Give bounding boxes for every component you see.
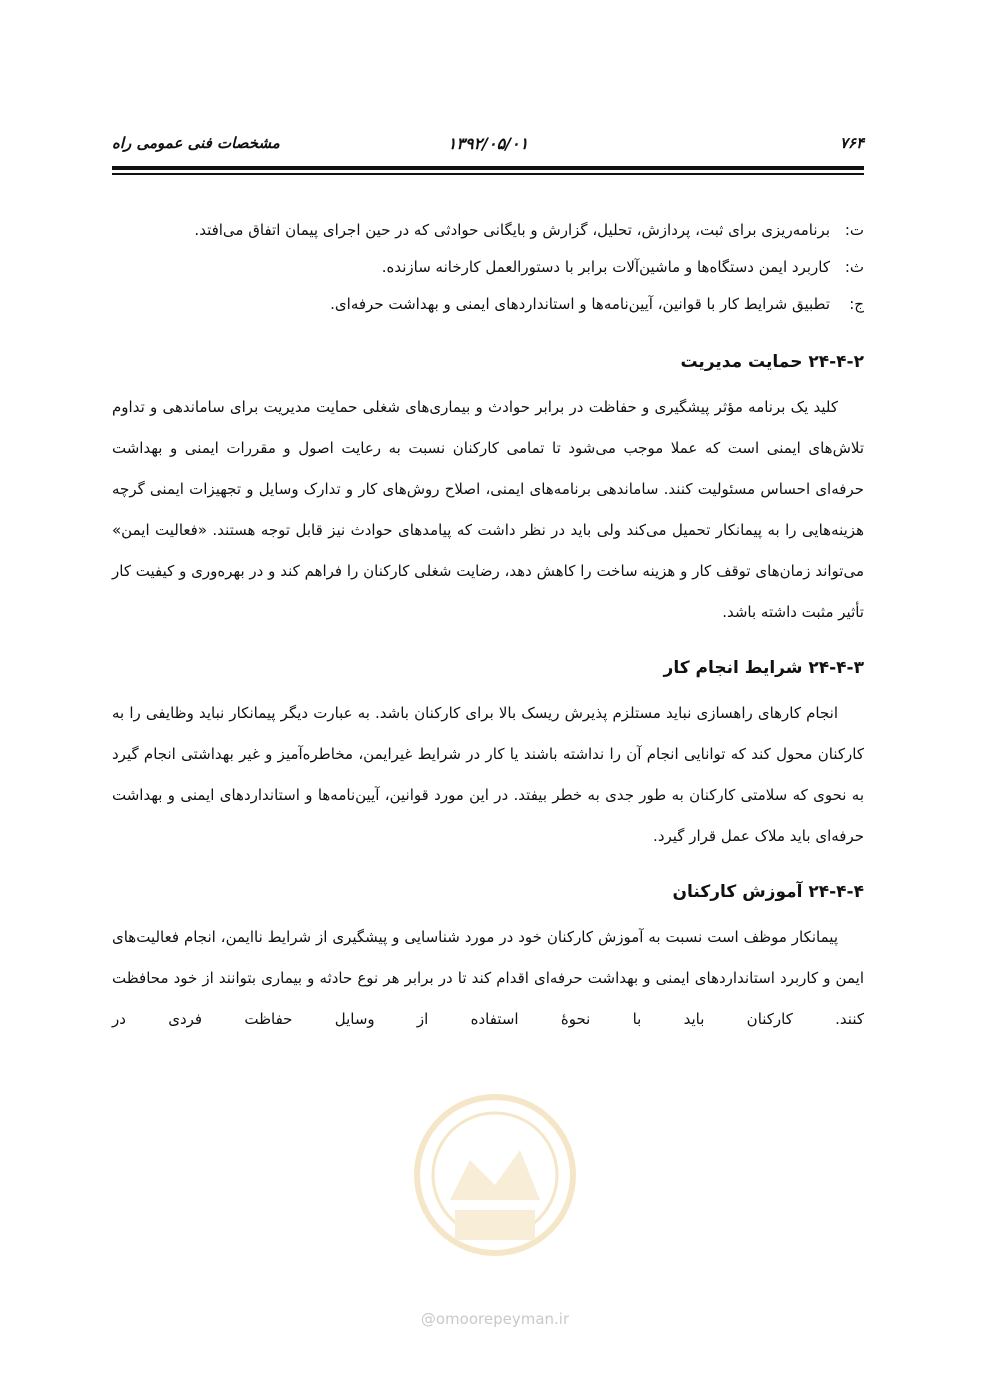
list-item-text: برنامه‌ریزی برای ثبت، پردازش، تحلیل، گزارش و بایگانی حوادثی که در حین اجرای پیمان اتفاق می‌افتد. [194, 221, 830, 239]
header-rule-thick [112, 166, 864, 170]
section-paragraph: کلید یک برنامه مؤثر پیشگیری و حفاظت در برابر حوادث و بیماری‌های شغلی حمایت مدیریت برای ساماندهی و تداوم تلاش‌های ایمنی است که عملا موجب می‌شود تا تمامی کارکنان نسبت به رعایت اصول و مقررات ایمنی و بهداشت حرفه‌ای احساس مسئولیت کنند. ساماندهی برنامه‌های ایمنی، اصلاح روش‌های کار و تدارک وسایل و تجهیزات ایمنی گرچه هزینه‌هایی را به پیمانکار تحمیل می‌کند ولی باید در نظر داشت که پیامدهای حوادث نیز قابل توجه هستند. «فعالیت ایمن» می‌تواند زمان‌های توقف کار و هزینه ساخت را کاهش دهد، رضایت شغلی کارکنان را فراهم کند و در بهره‌وری و کیفیت کار تأثیر مثبت داشته باشد. [112, 398, 864, 621]
list-item-label: ث: [844, 258, 864, 276]
list-item [112, 286, 864, 323]
list-item [112, 249, 864, 286]
watermark-site: @omoorepeyman.ir [420, 1310, 570, 1328]
watermark-logo [410, 1090, 580, 1280]
section-heading: ۲۴-۴-۲ حمایت مدیریت [680, 352, 864, 372]
header-title: مشخصات فنی عمومی راه [112, 134, 280, 152]
header-date: ۱۳۹۲/۰۵/۰۱ [447, 134, 529, 153]
section-heading: ۲۴-۴-۴ آموزش کارکنان [672, 882, 864, 902]
header-rule-thin [112, 173, 864, 175]
list-item-text: کاربرد ایمن دستگاه‌ها و ماشین‌آلات برابر با دستورالعمل کارخانه سازنده. [381, 258, 830, 276]
section-heading: ۲۴-۴-۳ شرایط انجام کار [663, 658, 864, 678]
list-item-label: ت: [844, 221, 864, 239]
page-body [112, 212, 864, 1040]
section-paragraph: انجام کارهای راهسازی نباید مستلزم پذیرش ریسک بالا برای کارکنان باشد. به عبارت دیگر پیمانکار نباید وظایفی را به کارکنان محول کند که توانایی انجام آن را نداشته باشند یا کار در شرایط غیرایمن، مخاطره‌آمیز و غیر بهداشتی انجام گیرد به نحوی که سلامتی کارکنان به طور جدی به خطر بیفتد. در این مورد قوانین، آیین‌نامه‌ها و استانداردهای ایمنی و بهداشت حرفه‌ای باید ملاک عمل قرار گیرد. [112, 704, 864, 845]
page-number: ۷۶۴ [839, 134, 864, 152]
page-header [112, 130, 864, 160]
list-item-text: تطبیق شرایط کار با قوانین، آیین‌نامه‌ها و استانداردهای ایمنی و بهداشت حرفه‌ای. [330, 295, 830, 313]
list-item-label: ج: [849, 295, 864, 313]
section-paragraph: پیمانکار موظف است نسبت به آموزش کارکنان خود در مورد شناسایی و پیشگیری از شرایط ناایمن، انجام فعالیت‌های ایمن و کاربرد استانداردهای ایمنی و بهداشت حرفه‌ای اقدام کند تا در برابر هر نوع حادثه و بیماری بتوانند از خود محافظت کنند. کارکنان باید با نحوهٔ استفاده از وسایل حفاظت فردی در [112, 928, 864, 1028]
list-item [112, 212, 864, 249]
